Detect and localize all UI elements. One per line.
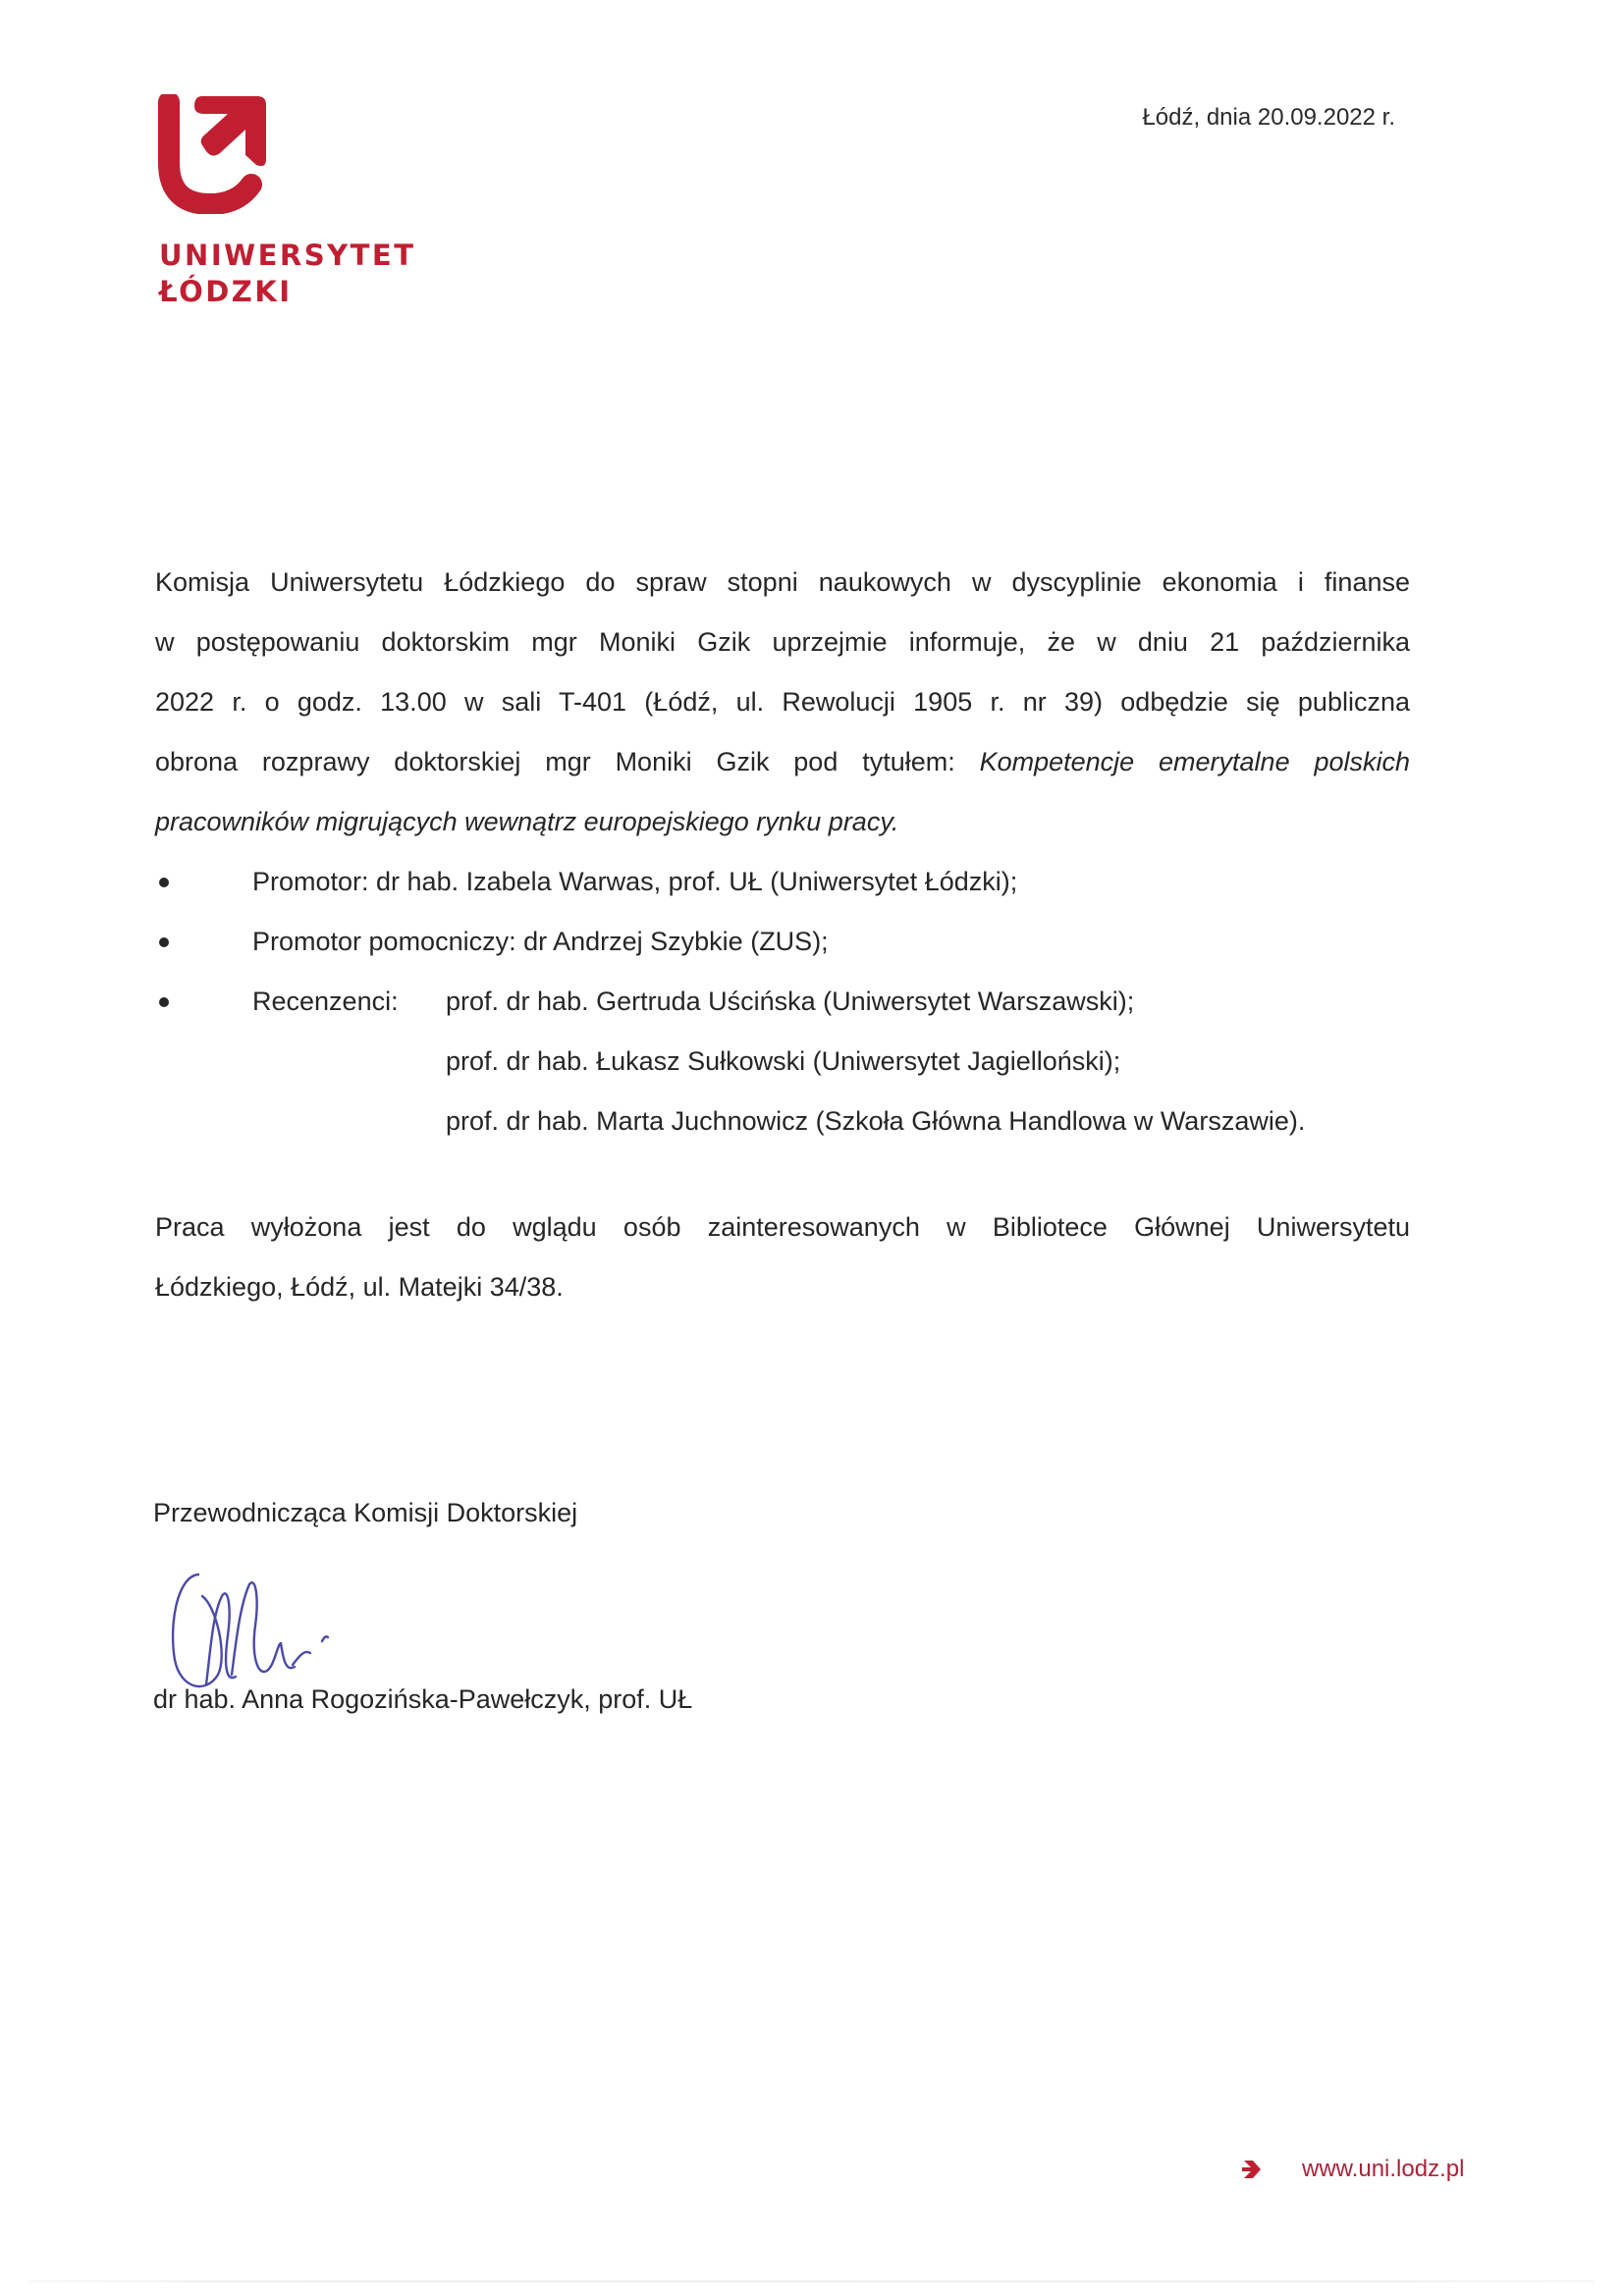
- university-name: [159, 238, 416, 310]
- paragraph-line: Komisja Uniwersytetu Łódzkiego do spraw stopni naukowych w dyscyplinie ekonomia i finanse: [155, 567, 1410, 597]
- reviewer-name: prof. dr hab. Łukasz Sułkowski (Uniwersytet Jagielloński);: [446, 1046, 1121, 1076]
- promoter-text: Promotor: dr hab. Izabela Warwas, prof. UŁ (Uniwersytet Łódzki);: [252, 867, 1018, 896]
- university-name-line1: UNIWERSYTET: [159, 239, 416, 272]
- scan-edge-divider: [29, 2280, 1594, 2282]
- bullet-icon: [159, 937, 169, 947]
- document-body: [155, 553, 1410, 1317]
- document-date: Łódź, dnia 20.09.2022 r.: [1142, 104, 1395, 131]
- announcement-paragraph: [155, 553, 1410, 852]
- signer-name: dr hab. Anna Rogozińska-Pawełczyk, prof. UŁ: [153, 1684, 693, 1714]
- reviewers-label: Recenzenci:: [252, 987, 399, 1016]
- reviewer-name: prof. dr hab. Gertruda Uścińska (Uniwersytet Warszawski);: [446, 987, 1135, 1016]
- assistant-promoter-text: Promotor pomocniczy: dr Andrzej Szybkie (ZUS);: [252, 927, 829, 956]
- arrow-right-icon: [1241, 2159, 1263, 2180]
- paragraph-line: 2022 r. o godz. 13.00 w sali T-401 (Łódź, ul. Rewolucji 1905 r. nr 39) odbędzie się publiczna: [155, 687, 1410, 717]
- list-item-promoter: [155, 852, 1410, 912]
- committee-list: [155, 852, 1410, 1151]
- bullet-icon: [159, 878, 169, 887]
- footer: [1241, 2156, 1464, 2183]
- reviewer-name: prof. dr hab. Marta Juchnowicz (Szkoła Główna Handlowa w Warszawie).: [446, 1106, 1306, 1136]
- availability-paragraph: [155, 1198, 1410, 1317]
- university-name-line2: ŁÓDZKI: [159, 275, 293, 308]
- university-logo-icon: [155, 94, 268, 214]
- paragraph-line: [155, 732, 1410, 792]
- thesis-title-part1: Kompetencje emerytalne polskich: [979, 747, 1410, 776]
- website-link[interactable]: www.uni.lodz.pl: [1302, 2156, 1465, 2182]
- bullet-icon: [159, 997, 169, 1007]
- thesis-title-part2: pracowników migrujących wewnątrz europejskiego rynku pracy.: [155, 807, 899, 836]
- paragraph-line: Łódzkiego, Łódź, ul. Matejki 34/38.: [155, 1272, 564, 1302]
- thesis-intro-text: obrona rozprawy doktorskiej mgr Moniki Gzik pod tytułem:: [155, 747, 980, 776]
- reviewers-block: [252, 972, 1410, 1151]
- list-item-reviewers: [155, 972, 1410, 1151]
- paragraph-line: w postępowaniu doktorskim mgr Moniki Gzik uprzejmie informuje, że w dniu 21 października: [155, 627, 1410, 657]
- signature-title: Przewodnicząca Komisji Doktorskiej: [153, 1498, 578, 1527]
- reviewers-names: [446, 972, 1305, 1151]
- handwritten-signature-icon: [167, 1567, 452, 1704]
- list-item-assistant-promoter: [155, 912, 1410, 972]
- paragraph-line: Praca wyłożona jest do wglądu osób zainteresowanych w Bibliotece Głównej Uniwersytetu: [155, 1212, 1410, 1242]
